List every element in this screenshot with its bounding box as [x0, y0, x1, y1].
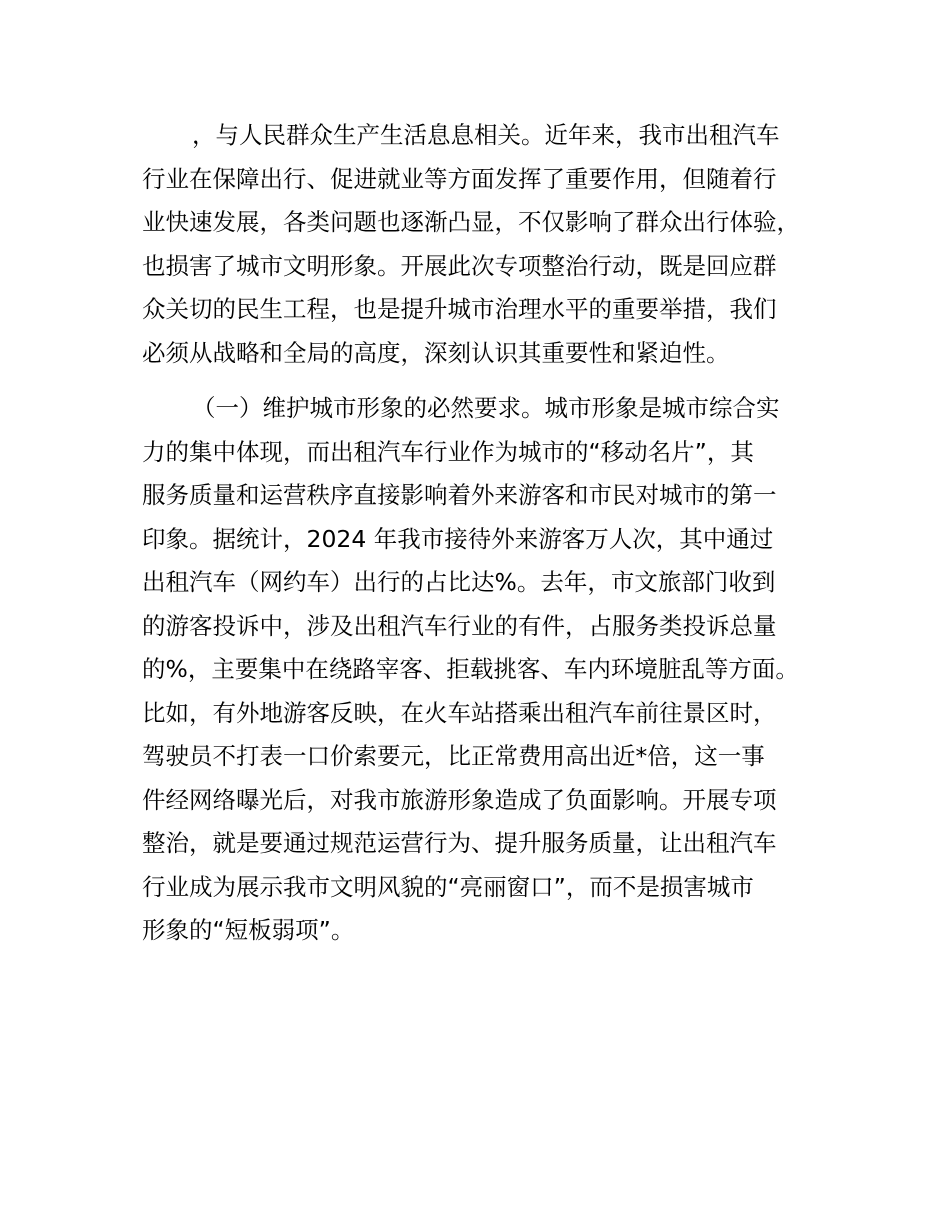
paragraph-2-line-5: 出租汽车（网约车）出行的占比达%。去年，市文旅部门收到	[142, 568, 776, 596]
paragraph-2-line-9: 驾驶员不打表一口价索要元，比正常费用高出近*倍，这一事	[142, 742, 765, 770]
paragraph-2-line-2: 力的集中体现，而出租汽车行业作为城市的“移动名片”，其	[142, 438, 754, 466]
paragraph-2-line-3: 服务质量和运营秩序直接影响着外来游客和市民对城市的第一	[142, 481, 777, 509]
paragraph-1-line-1: ，与人民群众生产生活息息相关。近年来，我市出租汽车	[192, 121, 780, 149]
paragraph-2-line-7: 的%，主要集中在绕路宰客、拒载挑客、车内环境脏乱等方面。	[142, 655, 799, 683]
paragraph-1-line-3: 业快速发展，各类问题也逐渐凸显，不仅影响了群众出行体验，	[142, 208, 800, 236]
paragraph-2-line-1: （一）维护城市形象的必然要求。城市形象是城市综合实	[192, 394, 780, 422]
paragraph-1-line-2: 行业在保障出行、促进就业等方面发挥了重要作用，但随着行	[142, 165, 777, 193]
paragraph-1-line-4: 也损害了城市文明形象。开展此次专项整治行动，既是回应群	[142, 252, 777, 280]
paragraph-2-line-13: 形象的“短板弱项”。	[142, 916, 355, 944]
paragraph-1-line-6: 必须从战略和全局的高度，深刻认识其重要性和紧迫性。	[142, 339, 730, 367]
paragraph-1-line-5: 众关切的民生工程，也是提升城市治理水平的重要举措，我们	[142, 295, 777, 323]
paragraph-2-line-8: 比如，有外地游客反映，在火车站搭乘出租汽车前往景区时，	[142, 699, 777, 727]
paragraph-2-line-6: 的游客投诉中，涉及出租汽车行业的有件，占服务类投诉总量	[142, 612, 777, 640]
paragraph-2-line-4: 印象。据统计，2024 年我市接待外来游客万人次，其中通过	[142, 525, 774, 553]
paragraph-2-line-10: 件经网络曝光后，对我市旅游形象造成了负面影响。开展专项	[142, 786, 777, 814]
paragraph-2-line-12: 行业成为展示我市文明风貌的“亮丽窗口”，而不是损害城市	[142, 873, 754, 901]
paragraph-2-line-11: 整治，就是要通过规范运营行为、提升服务质量，让出租汽车	[142, 829, 777, 857]
